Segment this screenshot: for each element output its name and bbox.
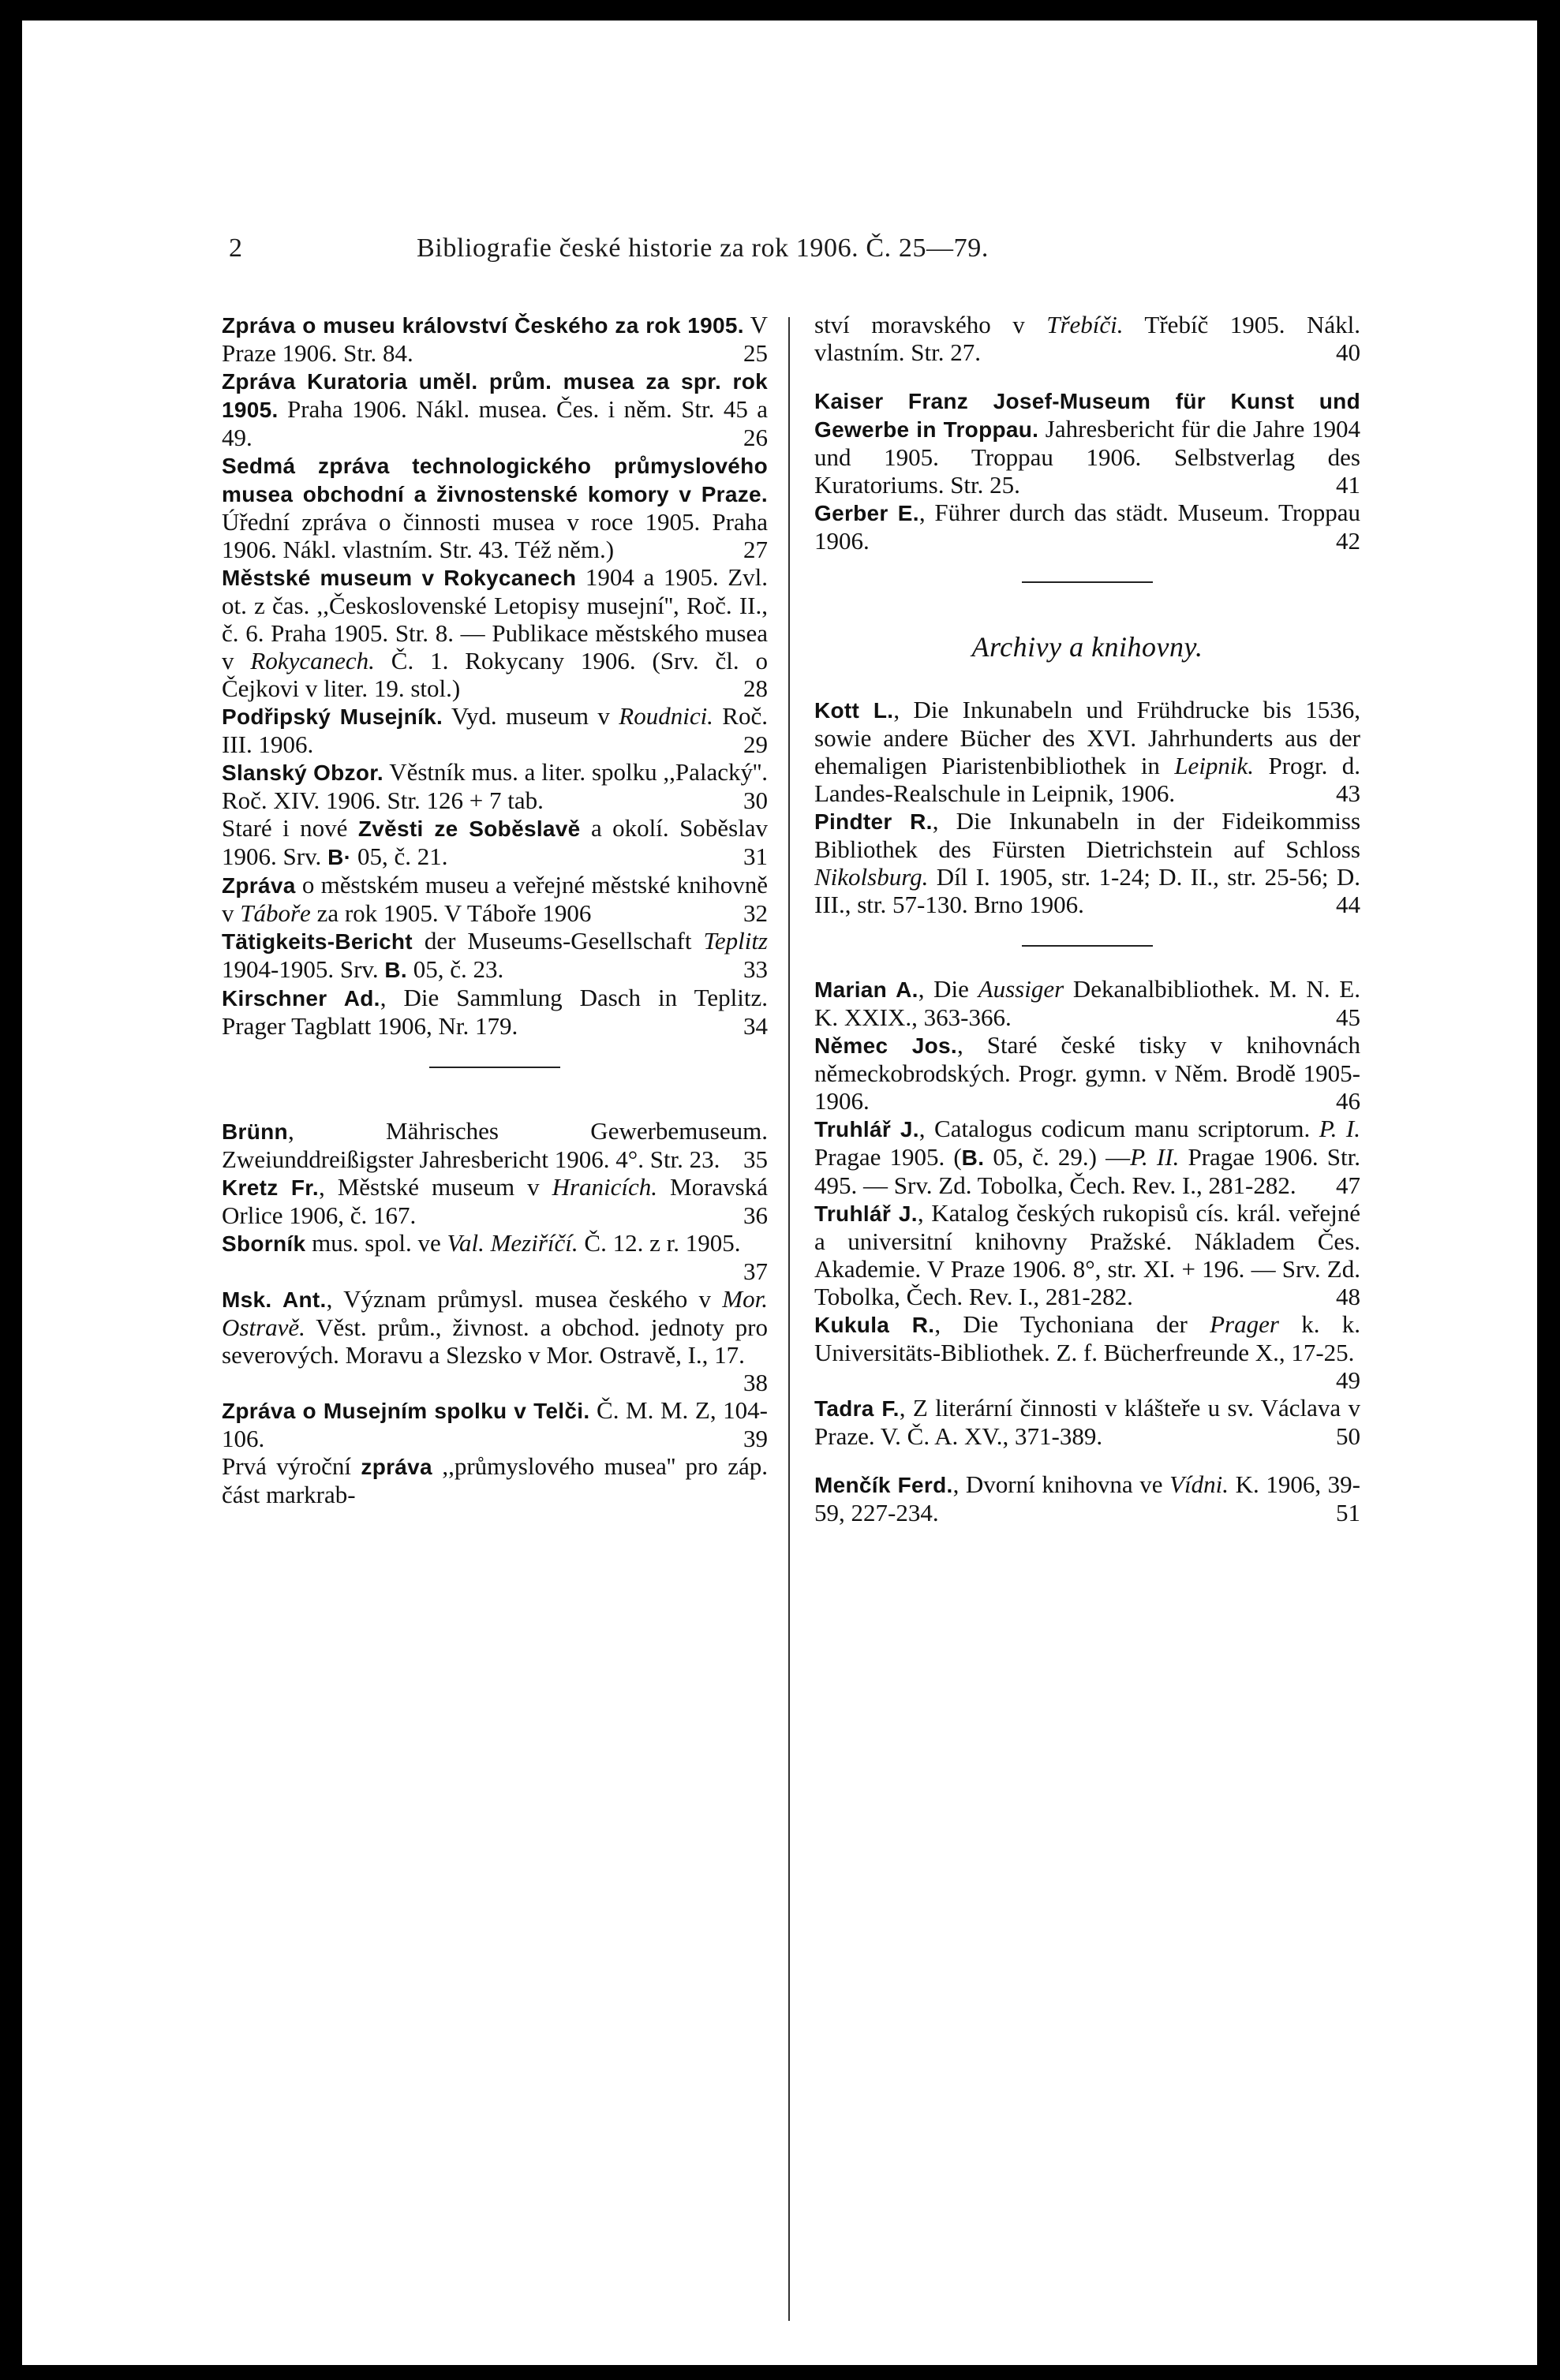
right-column <box>814 311 1360 2330</box>
entry-number: 34 <box>743 1012 768 1040</box>
entry-50: Tadra F., Z literární činnosti v klášteře u sv. Václava v Praze. V. Č. A. XV., 371-389. 50 <box>814 1394 1360 1450</box>
section-separator <box>1022 945 1153 947</box>
entry-number: 42 <box>1336 527 1360 555</box>
entry-number: 26 <box>743 424 768 451</box>
entry-number: 50 <box>1336 1422 1360 1450</box>
entry-34: Kirschner Ad., Die Sammlung Dasch in Teplitz. Prager Tagblatt 1906, Nr. 179. 34 <box>222 984 768 1040</box>
running-header <box>22 222 1537 270</box>
entry-number: 38 <box>743 1369 768 1396</box>
header-title: Bibliografie české historie za rok 1906. Č. 25—79. <box>417 234 989 263</box>
entry-45: Marian A., Die Aussiger Dekanalbibliothek. M. N. E. K. XXIX., 363-366. 45 <box>814 975 1360 1031</box>
entry-33: Tätigkeits-Bericht der Museums-Gesellschaft Teplitz 1904-1905. Srv. B. 05, č. 23. 33 <box>222 927 768 983</box>
entry-number: 49 <box>1336 1366 1360 1394</box>
entry-41: Kaiser Franz Josef-Museum für Kunst und Gewerbe in Troppau. Jahresbericht für die Jahre 1904 und 1905. Troppau 1906. Selbstverlag des Kuratoriums. Str. 25. 41 <box>814 389 1360 499</box>
entry-number: 45 <box>1336 1003 1360 1031</box>
entry-number: 48 <box>1336 1283 1360 1310</box>
entry-47: Truhlář J., Catalogus codicum manu scriptorum. P. I. Pragae 1905. (B. 05, č. 29.) —P. II. Pragae 1906. Str. 495. — Srv. Zd. Tobolka, Čech. Rev. I., 281-282. 47 <box>814 1115 1361 1199</box>
entry-48: Truhlář J., Katalog českých rukopisů cís. král. veřejné a universitní knihovny Pražské. Nákladem Čes. Akademie. V Praze 1906. 8°, str. XI. + 196. — Srv. Zd. Tobolka, Čech. Rev. I., 281-282. 48 <box>814 1199 1360 1310</box>
entry-number: 43 <box>1336 779 1360 807</box>
document-page <box>22 21 1537 2365</box>
entry-37: Sborník mus. spol. ve Val. Meziříčí. Č. 12. z r. 1905. 37 <box>222 1229 768 1285</box>
entry-32: Zpráva o městském museu a veřejné městské knihovně v Táboře za rok 1905. V Táboře 1906 32 <box>222 871 768 927</box>
entry-number: 33 <box>743 955 768 983</box>
entry-number: 39 <box>743 1425 768 1452</box>
entry-number: 25 <box>743 339 768 367</box>
entry-44: Pindter R., Die Inkunabeln in der Fideikommiss Bibliothek des Fürsten Dietrichstein auf Schloss Nikolsburg. Díl I. 1905, str. 1-24; D. II., str. 25-56; D. III., str. 57-130. Brno 1906. 44 <box>814 807 1361 918</box>
entry-number: 44 <box>1336 891 1360 918</box>
entry-28: Městské museum v Rokycanech 1904 a 1905. Zvl. ot. z čas. ,,Československé Letopisy musejní'', Roč. II., č. 6. Praha 1905. Str. 8. — Publikace městského musea v Rokycanech. Č. 1. Rokycany 1906. (Srv. čl. o Čejkovi v liter. 19. stol.) 28 <box>222 563 769 702</box>
entry-43: Kott L., Die Inkunabeln und Frühdrucke bis 1536, sowie andere Bücher des XVI. Jahrhunderts aus der ehemaligen Piaristenbibliothek in Leipnik. Progr. d. Landes-Realschule in Leipnik, 1906. 43 <box>814 696 1360 807</box>
column-divider <box>788 317 790 2321</box>
entry-36: Kretz Fr., Městské museum v Hranicích. Moravská Orlice 1906, č. 167. 36 <box>222 1173 768 1229</box>
section-separator <box>1022 581 1153 583</box>
entry-number: 35 <box>743 1145 768 1173</box>
entry-40-start: Prvá výroční zpráva ,,průmyslového musea'' pro záp. část markrab- <box>222 1452 768 1508</box>
entry-30: Slanský Obzor. Věstník mus. a liter. spolku ,,Palacký''. Roč. XIV. 1906. Str. 126 + 7 tab. 30 <box>222 758 768 814</box>
entry-46: Němec Jos., Staré české tisky v knihovnách německobrodských. Progr. gymn. v Něm. Brodě 1905-1906. 46 <box>814 1031 1361 1115</box>
left-column <box>222 311 768 2330</box>
entry-number: 40 <box>1336 338 1360 366</box>
entry-51: Menčík Ferd., Dvorní knihovna ve Vídni. K. 1906, 39-59, 227-234. 51 <box>814 1470 1360 1526</box>
entry-31: Staré i nové Zvěsti ze Soběslavě a okolí. Soběslav 1906. Srv. B· 05, č. 21. 31 <box>222 814 769 870</box>
entry-number: 51 <box>1336 1499 1360 1526</box>
entry-35: Brünn, Mährisches Gewerbemuseum. Zweiunddreißigster Jahresbericht 1906. 4°. Str. 23. 35 <box>222 1117 768 1173</box>
entry-number: 37 <box>743 1257 768 1285</box>
entry-number: 41 <box>1336 471 1360 499</box>
entry-number: 31 <box>743 843 768 870</box>
entry-number: 30 <box>743 786 768 814</box>
entry-26: Zpráva Kuratoria uměl. prům. musea za spr. rok 1905. Praha 1906. Nákl. musea. Čes. i něm. Str. 45 a 49. 26 <box>222 369 768 451</box>
entry-number: 28 <box>743 674 768 702</box>
entry-27: Sedmá zpráva technologického průmyslového musea obchodní a živnostenské komory v Praze. Úřední zpráva o činnosti musea v roce 1905. Praha 1906. Nákl. vlastním. Str. 43. Též něm.) 27 <box>222 454 768 563</box>
entry-38: Msk. Ant., Význam průmysl. musea českého v Mor. Ostravě. Věst. prům., živnost. a obchod. jednoty pro severových. Moravu a Slezsko v Mor. Ostravě, I., 17. 38 <box>222 1285 768 1396</box>
entry-number: 36 <box>743 1201 768 1229</box>
entry-number: 47 <box>1336 1171 1360 1199</box>
entry-40-end: ství moravského v Třebíči. Třebíč 1905. Nákl. vlastním. Str. 27. 40 <box>814 311 1360 366</box>
section-heading: Archivy a knihovny. <box>971 631 1203 663</box>
entry-49: Kukula R., Die Tychoniana der Prager k. k. Universitäts-Bibliothek. Z. f. Bücherfreunde X., 17-25. 49 <box>814 1310 1360 1394</box>
entry-39: Zpráva o Musejním spolku v Telči. Č. M. M. Z, 104-106. 39 <box>222 1396 768 1452</box>
entry-number: 32 <box>743 899 768 927</box>
entry-42: Gerber E., Führer durch das städt. Museum. Troppau 1906. 42 <box>814 499 1360 555</box>
entry-29: Podřipský Musejník. Vyd. museum v Roudnici. Roč. III. 1906. 29 <box>222 702 768 758</box>
entry-number: 29 <box>743 730 768 758</box>
page-number: 2 <box>229 234 242 263</box>
entry-25: Zpráva o museu království Českého za rok 1905. V Praze 1906. Str. 84. 25 <box>222 311 768 367</box>
section-separator <box>429 1067 560 1068</box>
entry-number: 27 <box>743 536 768 563</box>
entry-number: 46 <box>1336 1087 1360 1115</box>
